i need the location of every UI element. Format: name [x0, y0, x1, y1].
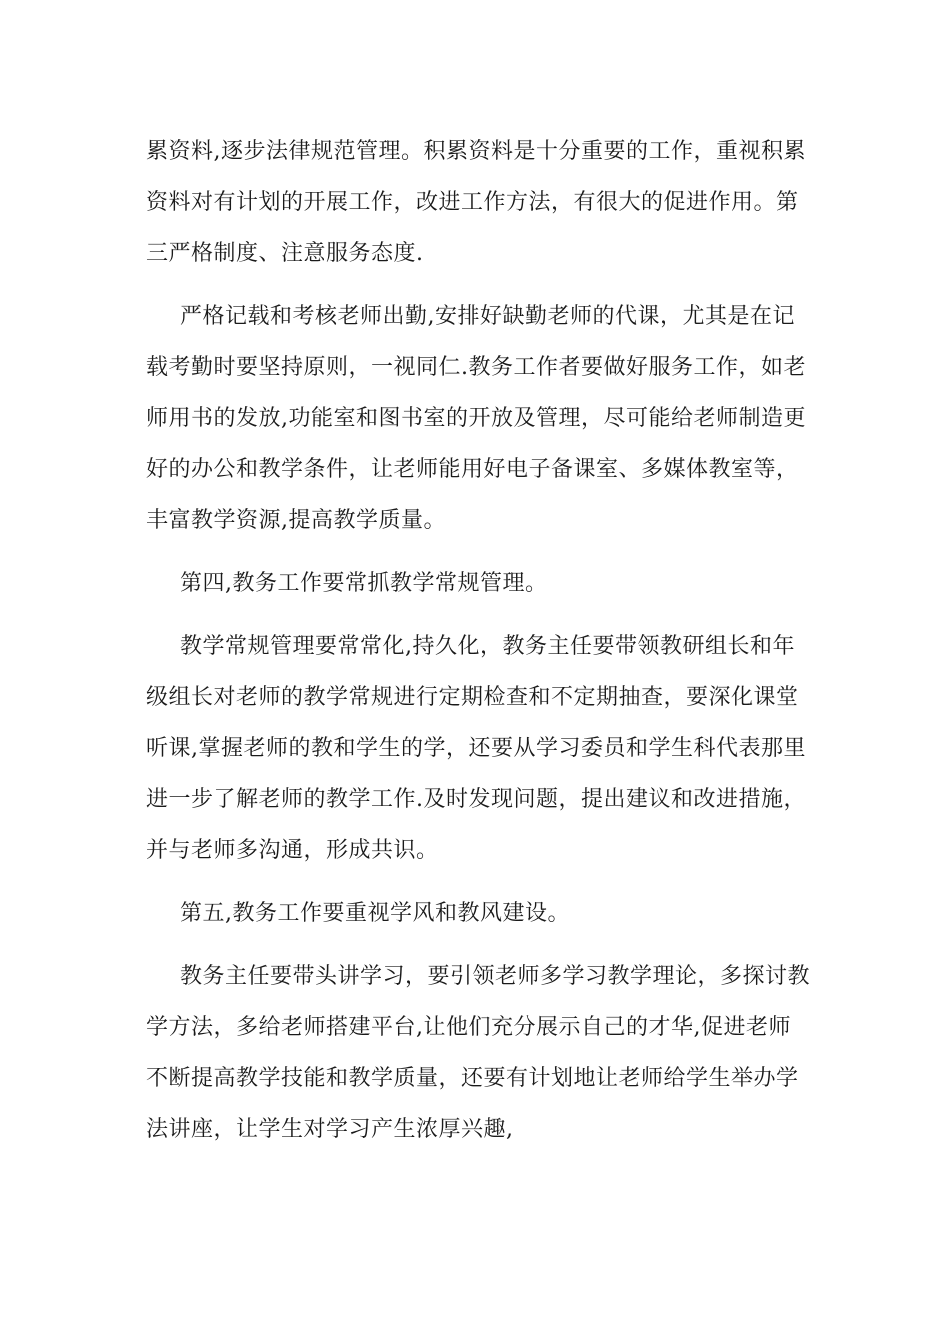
paragraph-1: 累资料,逐步法律规范管理。积累资料是十分重要的工作，重视积累资料对有计划的开展工作，改进工作方法，有很大的促进作用。第三严格制度、注意服务态度.	[146, 139, 806, 266]
paragraph-6: 教务主任要带头讲学习，要引领老师多学习教学理论，多探讨教学方法，多给老师搭建平台,让他们充分展示自己的才华,促进老师不断提高教学技能和教学质量，还要有计划地让老师给学生举办学法讲座，让学生对学习产生浓厚兴趣,	[146, 964, 811, 1142]
document-body	[146, 126, 810, 1167]
paragraph-5-heading: 第五,教务工作要重视学风和教风建设。	[180, 901, 570, 926]
paragraph-3-heading: 第四,教务工作要常抓教学常规管理。	[180, 571, 548, 596]
paragraph-4: 教学常规管理要常常化,持久化，教务主任要带领教研组长和年级组长对老师的教学常规进行定期检查和不定期抽查，要深化课堂听课,掌握老师的教和学生的学，还要从学习委员和学生科代表那里进一步了解老师的教学工作.及时发现问题，提出建议和改进措施，并与老师多沟通，形成共识。	[146, 634, 806, 863]
paragraph-2: 严格记载和考核老师出勤,安排好缺勤老师的代课，尤其是在记载考勤时要坚持原则，一视同仁.教务工作者要做好服务工作，如老师用书的发放,功能室和图书室的开放及管理，尽可能给老师制造更好的办公和教学条件，让老师能用好电子备课室、多媒体教室等，丰富教学资源,提高教学质量。	[146, 304, 806, 533]
